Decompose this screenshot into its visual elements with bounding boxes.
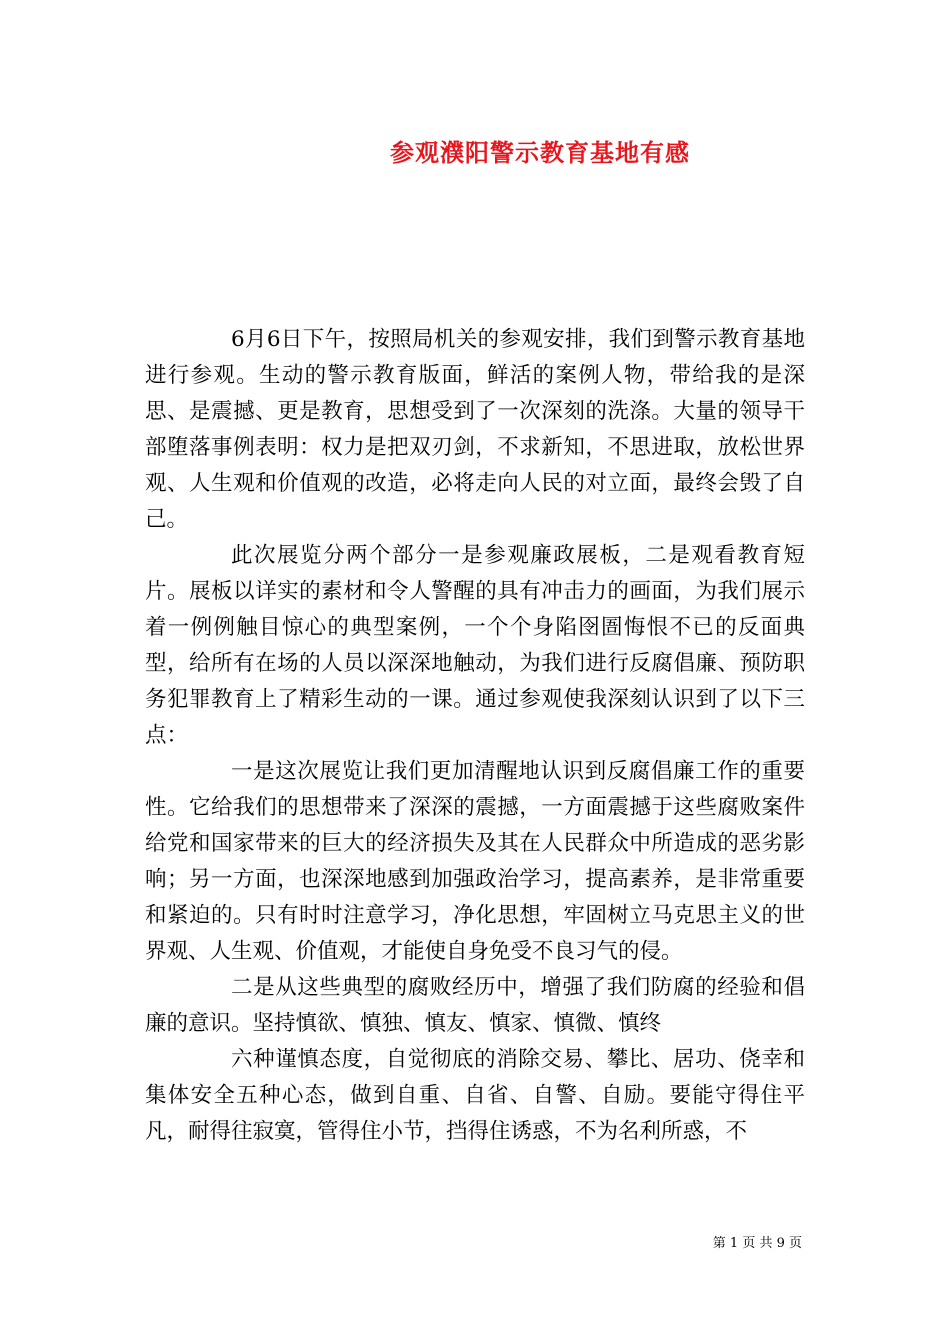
paragraph: 6月6日下午，按照局机关的参观安排，我们到警示教育基地进行参观。生动的警示教育版面，鲜活的案例人物，带给我的是深思、是震撼、更是教育，思想受到了一次深刻的洗涤。大量的领导干部堕落事例表明：权力是把双刃剑，不求新知，不思进取，放松世界观、人生观和价值观的改造，必将走向人民的对立面，最终会毁了自己。 — [145, 327, 805, 532]
document-title: 参观濮阳警示教育基地有感 — [390, 138, 690, 167]
paragraph: 二是从这些典型的腐败经历中，增强了我们防腐的经验和倡廉的意识。坚持慎欲、慎独、慎友、慎家、慎微、慎终 — [145, 975, 805, 1036]
paragraph: 一是这次展览让我们更加清醒地认识到反腐倡廉工作的重要性。它给我们的思想带来了深深的震撼，一方面震撼于这些腐败案件给党和国家带来的巨大的经济损失及其在人民群众中所造成的恶劣影响；另一方面，也深深地感到加强政治学习，提高素养，是非常重要和紧迫的。只有时时注意学习，净化思想，牢固树立马克思主义的世界观、人生观、价值观，才能使自身免受不良习气的侵。 — [145, 759, 805, 964]
paragraph: 六种谨慎态度，自觉彻底的消除交易、攀比、居功、侥幸和集体安全五种心态，做到自重、自省、自警、自励。要能守得住平凡，耐得往寂寞，管得住小节，挡得住诱惑，不为名利所惑，不 — [145, 1047, 805, 1144]
paragraph: 此次展览分两个部分一是参观廉政展板，二是观看教育短片。展板以详实的素材和令人警醒的具有冲击力的画面，为我们展示着一例例触目惊心的典型案例，一个个身陷囹圄悔恨不已的反面典型，给所有在场的人员以深深地触动，为我们进行反腐倡廉、预防职务犯罪教育上了精彩生动的一课。通过参观使我深刻认识到了以下三点： — [145, 543, 805, 748]
page-number-footer: 第 1 页 共 9 页 — [712, 1236, 802, 1251]
document-body — [145, 322, 805, 1150]
